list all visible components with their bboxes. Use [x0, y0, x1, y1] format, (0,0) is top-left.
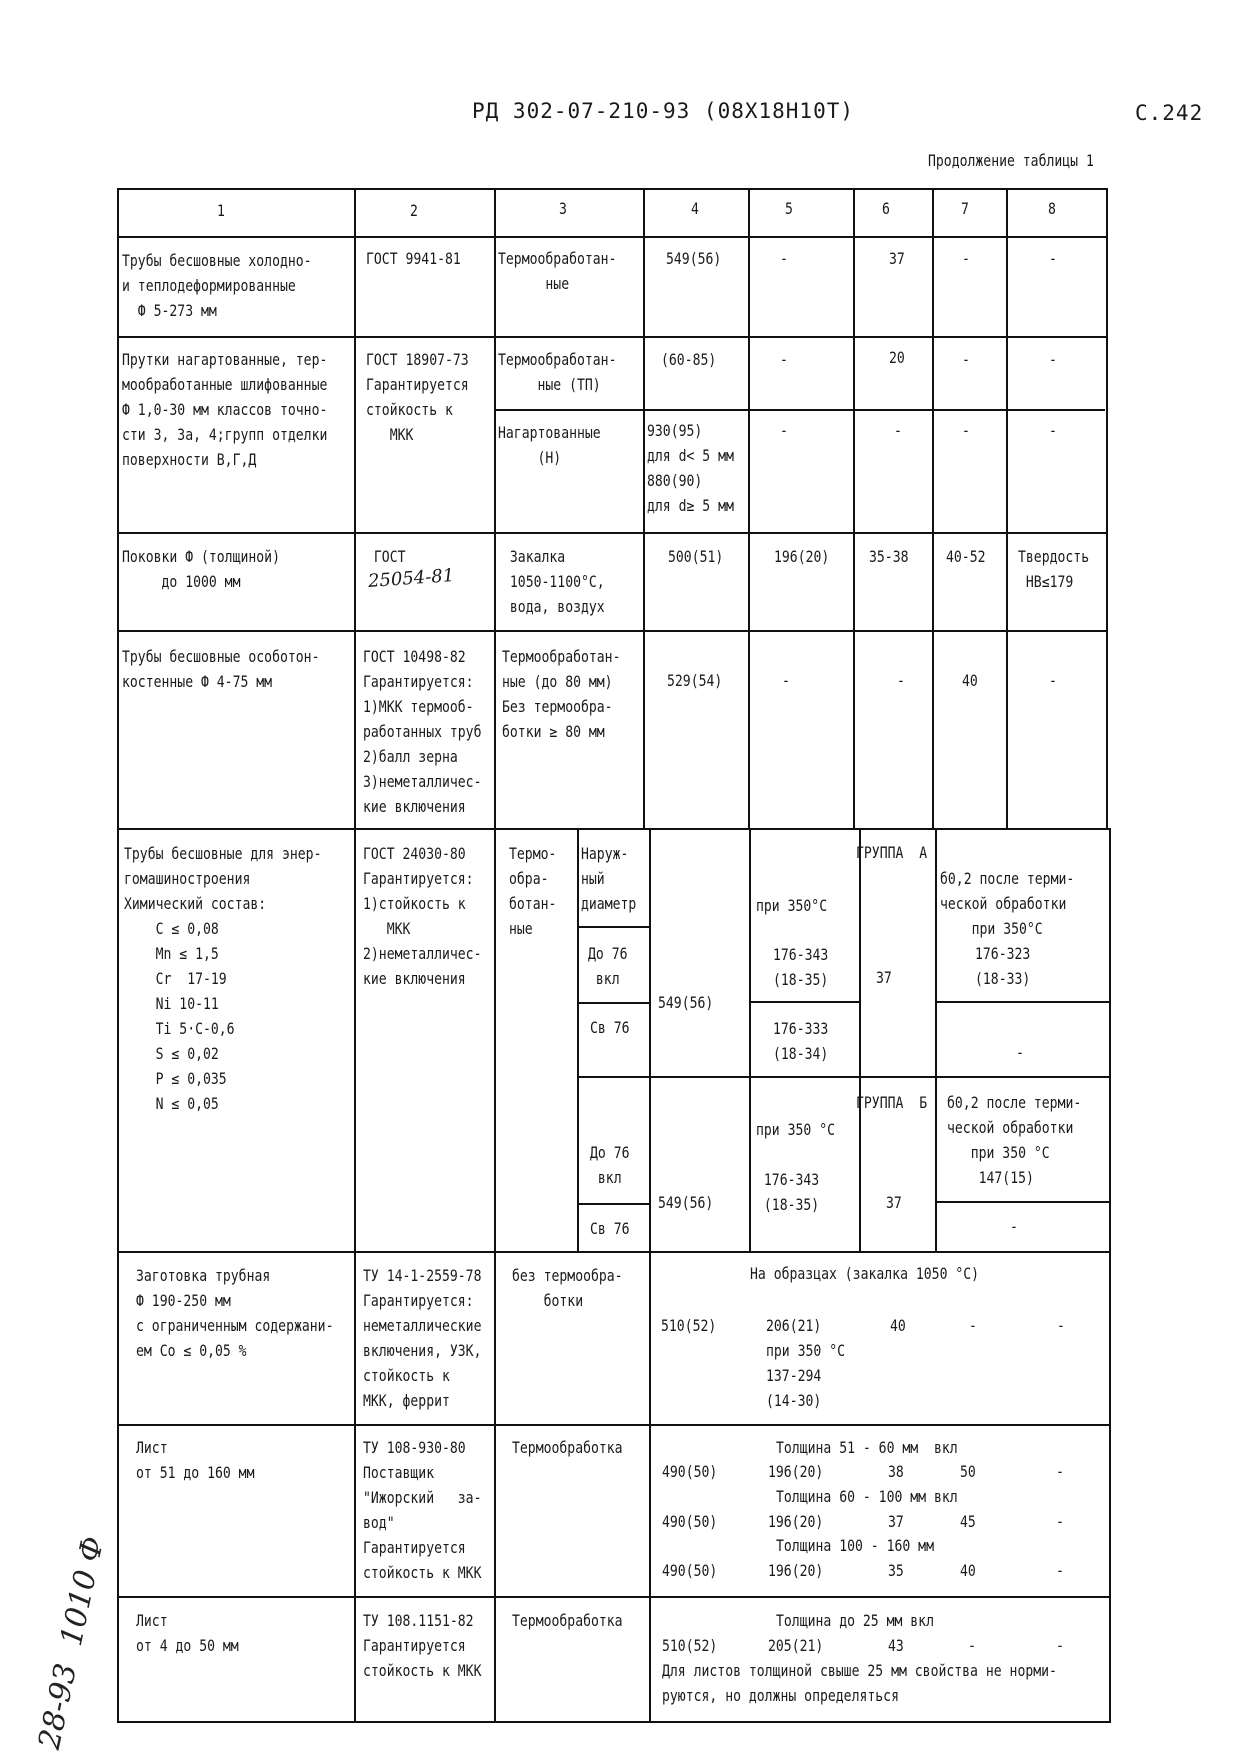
cell-c8: -	[1056, 1561, 1064, 1580]
cell-c5: -	[780, 421, 788, 440]
cell-diameter: Св 76	[590, 1018, 630, 1037]
cell-c78: -	[1016, 1043, 1024, 1062]
cell-c4: (60-85)	[661, 350, 717, 369]
cell-standard: ГОСТ 10498-82 Гарантируется: 1)МКК термооб- работанных труб 2)балл зерна 3)неметалличес- кие включения	[363, 647, 482, 816]
cell-c78: б0,2 после терми- ческой обработки при 350 °С 147(15)	[947, 1093, 1082, 1187]
cell-c4: 490(50)	[662, 1561, 718, 1580]
thickness-range: Толщина 60 - 100 мм вкл	[776, 1487, 958, 1506]
cell-c8: Твердость НВ≤179	[1018, 547, 1090, 591]
cell-c8: -	[1056, 1636, 1064, 1655]
cell-c6: 35-38	[869, 547, 909, 566]
col-num-3: 3	[559, 199, 567, 218]
cell-c6: 38	[888, 1462, 904, 1481]
cell-c6: 37	[886, 1193, 902, 1212]
cell-condition: Закалка 1050-1100°С, вода, воздух	[509, 547, 605, 616]
cell-product: Лист от 51 до 160 мм	[136, 1438, 255, 1482]
cell-c8: -	[1049, 671, 1057, 690]
cell-diameter: Св 76	[590, 1219, 630, 1238]
cell-standard: ГОСТ 9941-81	[366, 249, 461, 268]
cell-c6: -	[894, 421, 902, 440]
cell-standard: ГОСТ	[366, 547, 406, 566]
cell-product: Трубы бесшовные для энер- гомашиностроения Химический состав: С ≤ 0,08 Mn ≤ 1,5 Cr 17-19 Ni 10-11 Ti 5·C-0,6 S ≤ 0,02 P ≤ 0,035 N ≤ 0,05	[124, 844, 322, 1113]
cell-c8: -	[1049, 350, 1057, 369]
cell-c5: 196(20)	[768, 1561, 824, 1580]
cell-c5: 196(20)	[774, 547, 830, 566]
cell-c5: -	[780, 249, 788, 268]
col-num-7: 7	[961, 199, 969, 218]
col-num-5: 5	[785, 199, 793, 218]
cell-condition: Термообработка	[512, 1611, 623, 1630]
cell-c5: 176-343 (18-35)	[773, 945, 829, 989]
cell-condition-n: Нагартованные (Н)	[498, 423, 601, 467]
cell-c6: 35	[888, 1561, 904, 1580]
cell-c7: -	[962, 350, 970, 369]
cell-c5: 205(21)	[768, 1636, 824, 1655]
cell-c6: 37	[876, 968, 892, 987]
thickness-range: Толщина 51 - 60 мм вкл	[776, 1438, 958, 1457]
cell-c7: 40	[960, 1561, 976, 1580]
cell-c7: 45	[960, 1512, 976, 1531]
margin-handwritten-mark: 28-93 1010 Ф	[32, 1533, 112, 1753]
cell-c8: -	[1057, 1316, 1065, 1335]
cell-c8: -	[1056, 1462, 1064, 1481]
cell-c78: -	[1010, 1217, 1018, 1236]
cell-condition: Термообработка	[512, 1438, 623, 1457]
cell-note: Для листов толщиной свыше 25 мм свойства не норми- руются, но должны определяться	[662, 1661, 1057, 1705]
cell-c6: 20	[889, 348, 905, 367]
cell-c5: 176-333 (18-34)	[773, 1019, 829, 1063]
cell-c6: 37	[889, 249, 905, 268]
cell-c7: 50	[960, 1462, 976, 1481]
group-b-label: ГРУППА Б	[856, 1093, 928, 1112]
cell-c8: -	[1049, 249, 1057, 268]
cell-diameter: До 76 вкл	[588, 944, 628, 988]
col-num-1: 1	[217, 201, 225, 220]
cell-c5-head: при 350°С	[756, 896, 828, 915]
cell-c5: 206(21) при 350 °С 137-294 (14-30)	[766, 1316, 845, 1410]
cell-c6: 43	[888, 1636, 904, 1655]
cell-product: Заготовка трубная Ф 190-250 мм с ограниченным содержани- ем Со ≤ 0,05 %	[136, 1266, 334, 1360]
cell-product: Трубы бесшовные особотон- костенные Ф 4-75 мм	[122, 647, 320, 691]
cell-condition: Термообработан- ные (до 80 мм) Без термообра- ботки ≥ 80 мм	[502, 647, 621, 741]
cell-outer-diameter-head: Наруж- ный диаметр	[581, 844, 637, 913]
cell-c4: 930(95) для d< 5 мм 880(90) для d≥ 5 мм	[647, 421, 734, 515]
cell-condition: без термообра- ботки	[512, 1266, 623, 1310]
col-num-6: 6	[882, 199, 890, 218]
cell-standard: ТУ 108-930-80 Поставщик "Ижорский за- вод" Гарантируется стойкость к МКК	[363, 1438, 482, 1582]
cell-c7: -	[962, 421, 970, 440]
cell-c8: -	[1049, 421, 1057, 440]
cell-c78-head: б0,2 после терми- ческой обработки при 350°С	[940, 869, 1075, 938]
cell-diameter: До 76 вкл	[590, 1143, 630, 1187]
cell-c4: 549(56)	[666, 249, 722, 268]
cell-c4: 500(51)	[668, 547, 724, 566]
cell-standard: ТУ 108.1151-82 Гарантируется стойкость к МКК	[363, 1611, 482, 1680]
cell-c7: 40	[962, 671, 978, 690]
cell-c7: -	[968, 1636, 976, 1655]
cell-note: На образцах (закалка 1050 °С)	[750, 1264, 980, 1283]
cell-c4: 549(56)	[658, 993, 714, 1012]
cell-c4: 490(50)	[662, 1512, 718, 1531]
cell-product: Трубы бесшовные холодно- и теплодеформированные Ф 5-273 мм	[122, 251, 312, 320]
cell-standard: ТУ 14-1-2559-78 Гарантируется: неметаллические включения, УЗК, стойкость к МКК, феррит	[363, 1266, 482, 1410]
cell-standard: ГОСТ 24030-80 Гарантируется: 1)стойкость к МКК 2)неметалличес- кие включения	[363, 844, 482, 988]
cell-c7: 40-52	[946, 547, 986, 566]
col-num-4: 4	[691, 199, 699, 218]
cell-c4: 510(52)	[661, 1316, 717, 1335]
cell-product: Поковки Ф (толщиной) до 1000 мм	[122, 547, 280, 591]
cell-c6: 37	[888, 1512, 904, 1531]
col-num-8: 8	[1048, 199, 1056, 218]
cell-c4: 490(50)	[662, 1462, 718, 1481]
cell-product: Лист от 4 до 50 мм	[136, 1611, 239, 1655]
cell-c6: 40	[890, 1316, 906, 1335]
continuation-label: Продолжение таблицы 1	[928, 151, 1094, 170]
cell-condition: Термообработан- ные	[498, 249, 617, 293]
cell-c5: при 350 °С 176-343 (18-35)	[756, 1120, 835, 1214]
doc-code: РД 302-07-210-93 (08Х18Н10Т)	[472, 99, 855, 123]
cell-c78: 176-323 (18-33)	[975, 944, 1031, 988]
cell-c7: -	[969, 1316, 977, 1335]
cell-c5: 196(20)	[768, 1462, 824, 1481]
thickness-range: Толщина до 25 мм вкл	[776, 1611, 934, 1630]
cell-c4: 529(54)	[667, 671, 723, 690]
cell-c6: -	[897, 671, 905, 690]
group-a-label: ГРУППА А	[856, 843, 928, 862]
cell-standard: ГОСТ 18907-73 Гарантируется стойкость к МКК	[366, 350, 469, 444]
page-number: С.242	[1135, 101, 1204, 125]
handwritten-standard-number: 25054-81	[367, 565, 455, 592]
cell-c5: -	[782, 671, 790, 690]
cell-c5: -	[780, 350, 788, 369]
cell-c7: -	[962, 249, 970, 268]
col-num-2: 2	[410, 201, 418, 220]
cell-product: Прутки нагартованные, тер- мообработанные шлифованные Ф 1,0-30 мм классов точно- сти 3, 3а, 4;групп отделки поверхности В,Г,Д	[122, 350, 328, 469]
cell-c4: 510(52)	[662, 1636, 718, 1655]
cell-condition: Термо- обра- ботан- ные	[509, 844, 557, 938]
cell-c5: 196(20)	[768, 1512, 824, 1531]
cell-condition-tp: Термообработан- ные (ТП)	[498, 350, 617, 394]
thickness-range: Толщина 100 - 160 мм	[776, 1536, 934, 1555]
cell-c8: -	[1056, 1512, 1064, 1531]
cell-c4: 549(56)	[658, 1193, 714, 1212]
